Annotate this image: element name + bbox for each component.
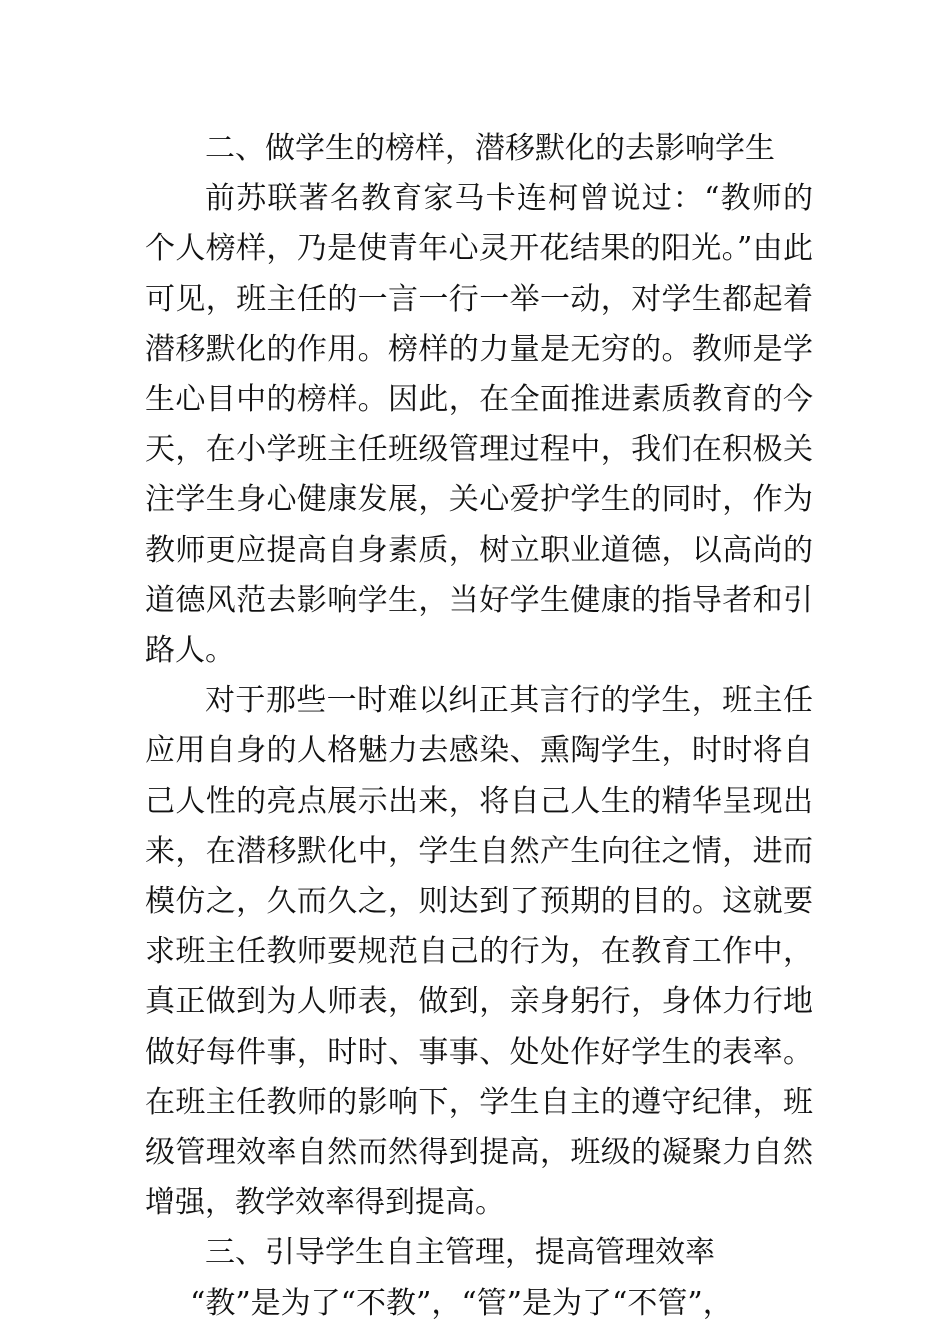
paragraph-teach-manage: “教”是为了“不教”，“管”是为了“不管”， — [190, 1285, 733, 1321]
section-heading-3: 三、引导学生自主管理，提高管理效率 — [205, 1235, 715, 1271]
section-heading-2: 二、做学生的榜样，潜移默化的去影响学生 — [205, 131, 775, 166]
paragraph-makarenko-quote: 前苏联著名教育家马卡连柯曾说过：“教师的个人榜样，乃是使青年心灵开花结果的阳光。”由此可见，班主任的一言一行一举一动，对学生都起着潜移默化的作用。榜样的力量是无穷的。教师是学生心目中的榜样。因此，在全面推进素质教育的今天，在小学班主任班级管理过程中，我们在积极关注学生身心健康发展，关心爱护学生的同时，作为教师更应提高自身素质，树立职业道德，以高尚的道德风范去影响学生，当好学生健康的指导者和引路人。 — [145, 181, 813, 669]
document-body — [145, 124, 813, 1329]
paragraph-teacher-example: 对于那些一时难以纠正其言行的学生，班主任应用自身的人格魅力去感染、熏陶学生，时时将自己人性的亮点展示出来，将自己人生的精华呈现出来，在潜移默化中，学生自然产生向往之情，进而模仿之，久而久之，则达到了预期的目的。这就要求班主任教师要规范自己的行为，在教育工作中，真正做到为人师表，做到，亲身躬行，身体力行地做好每件事，时时、事事、处处作好学生的表率。在班主任教师的影响下，学生自主的遵守纪律，班级管理效率自然而然得到提高，班级的凝聚力自然增强，教学效率得到提高。 — [145, 683, 813, 1221]
